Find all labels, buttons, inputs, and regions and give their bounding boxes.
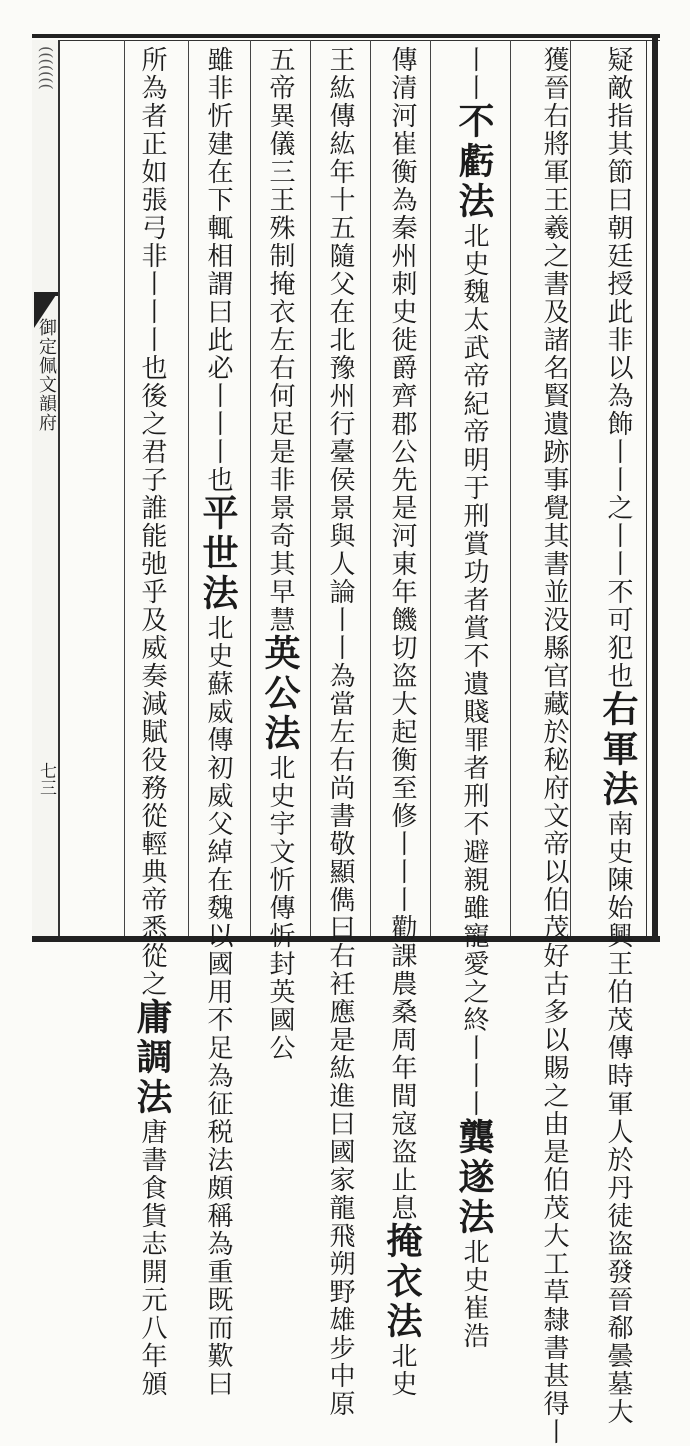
column-text: 北史宇文忻傳忻封英國公	[265, 754, 295, 1062]
text-column-7	[196, 46, 240, 1398]
text-column-9	[66, 46, 110, 930]
column-divider	[310, 40, 311, 936]
column-text: 丨丨	[459, 46, 489, 102]
column-text: 北史魏太武帝紀帝明于刑賞功者賞不遺賤罪者刑不避親雖寵愛之終丨丨丨	[459, 222, 489, 1118]
column-text: 雖非忻建在下輒相謂曰此必丨丨丨也	[203, 46, 233, 494]
text-column-5	[318, 46, 362, 1418]
gutter-page-number: 七三	[36, 762, 56, 796]
headword: 庸調法	[131, 998, 173, 1118]
column-divider	[510, 40, 511, 936]
headword: 不虧法	[453, 102, 495, 222]
top-inner-rule	[32, 40, 660, 41]
column-text: 北史蘇威傳初威父綽在魏以國用不足為征税法頗稱為重既而歎曰	[203, 614, 233, 1398]
text-column-2	[532, 46, 576, 1446]
column-divider	[250, 40, 251, 936]
column-divider	[370, 40, 371, 936]
gutter-book-title: 御定佩文韻府	[36, 318, 57, 432]
headword: 平世法	[197, 494, 239, 614]
gutter-line	[58, 40, 60, 936]
text-column-6	[258, 46, 302, 1062]
headword: 龔遂法	[453, 1118, 495, 1238]
column-divider	[430, 40, 431, 936]
column-text: 北史崔浩	[459, 1238, 489, 1350]
headword: 掩衣法	[381, 1222, 423, 1342]
top-border-rule	[32, 34, 660, 38]
column-text: 疑敵指其節曰朝廷授此非以為飾丨丨之丨丨不可犯也	[603, 46, 633, 690]
text-column-1	[596, 46, 640, 1426]
column-text: 王紘傳紘年十五隨父在北豫州行臺侯景與人論丨丨為當左右尚書敬顯儁曰右衽應是紘進曰國家龍飛朔野雄步中原	[325, 46, 355, 1418]
column-text: 傳清河崔衡為秦州刺史徙爵齊郡公先是河東年饑切盗大起衡至修丨丨丨勸課農桑周年間寇盗止息	[387, 46, 417, 1222]
gutter-top-text: (((((((	[37, 46, 56, 90]
column-divider	[188, 40, 189, 936]
headword: 右軍法	[597, 690, 639, 810]
right-inner-rule	[646, 40, 647, 936]
column-text: 唐書食貨志開元八年頒	[137, 1118, 167, 1398]
column-text: 五帝異儀三王殊制掩衣左右何足是非景奇其早慧	[265, 46, 295, 634]
text-column-3	[452, 46, 496, 1350]
column-text: 北史	[387, 1342, 417, 1398]
column-text: 獲晉右將軍王羲之書及諸名賢遺跡事覺其書並没縣官藏於秘府文帝以伯茂好古多以賜之由是伯茂大工草隸書甚得丨	[539, 46, 569, 1446]
text-column-4	[380, 46, 424, 1398]
column-divider	[124, 40, 125, 936]
headword: 英公法	[259, 634, 301, 754]
right-border-rule	[652, 34, 658, 942]
column-text: 所為者正如張弓非丨丨丨也後之君子誰能弛乎及威奏減賦役務從輕典帝悉從之	[137, 46, 167, 998]
column-text: 南史陳始興王伯茂傳時軍人於丹徒盗發晉郗曇墓大	[603, 810, 633, 1426]
text-column-8	[130, 46, 174, 1398]
